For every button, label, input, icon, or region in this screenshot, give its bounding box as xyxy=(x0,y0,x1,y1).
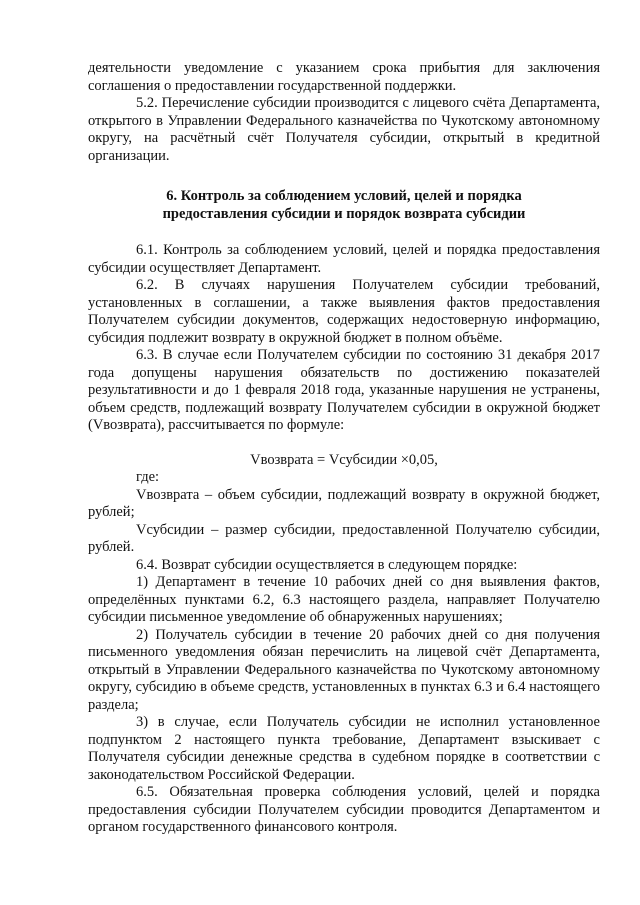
continued-paragraph: деятельности уведомление с указанием срока прибытия для заключения соглашения о предоставлении государственной поддержки. xyxy=(88,60,600,94)
paragraph-5-2: 5.2. Перечисление субсидии производится с лицевого счёта Департамента, открытого в Управлении Федерального казначейства по Чукотскому автономному округу, на расчётный счёт Получателя субсидии, открытый в кредитной организации. xyxy=(88,95,600,164)
formula: Vвозврата = Vсубсидии ×0,05, xyxy=(250,451,438,468)
section-6-heading xyxy=(88,187,600,223)
document-page xyxy=(88,60,600,837)
paragraph-6-1: 6.1. Контроль за соблюдением условий, целей и порядка предоставления субсидии осуществляет Департамент. xyxy=(88,242,600,276)
section-6-heading-line2: предоставления субсидии и порядок возврата субсидии xyxy=(162,206,526,222)
paragraph-6-3: 6.3. В случае если Получателем субсидии по состоянию 31 декабря 2017 года допущены нарушения обязательств по достижению показателей результативности и до 1 февраля 2018 года, указанные нарушения не устранены, объем средств, подлежащий возврату Получателем субсидии в окружной бюджет (Vвозврата), рассчитывается по формуле: xyxy=(88,347,600,433)
paragraph-6-5: 6.5. Обязательная проверка соблюдения условий, целей и порядка предоставления субсидии Получателем субсидии проводится Департаментом и органом государственного финансового контроля. xyxy=(88,784,600,835)
section-6-heading-line1: 6. Контроль за соблюдением условий, целей и порядка xyxy=(166,188,522,204)
paragraph-6-2: 6.2. В случаях нарушения Получателем субсидии требований, установленных в соглашении, а также выявления фактов предоставления Получателем субсидии документов, содержащих недостоверную информацию, субсидия подлежит возврату в окружной бюджет в полном объёме. xyxy=(88,277,600,346)
paragraph-6-4-item-1: 1) Департамент в течение 10 рабочих дней со дня выявления фактов, определённых пунктами 6.2, 6.3 настоящего раздела, направляет Получателю субсидии письменное уведомление об обнаруженных нарушениях; xyxy=(88,574,600,625)
paragraph-6-4: 6.4. Возврат субсидии осуществляется в следующем порядке: xyxy=(136,556,518,573)
definition-subsidii: Vсубсидии – размер субсидии, предоставленной Получателю субсидии, рублей. xyxy=(88,521,600,555)
formula-where: где: xyxy=(136,469,160,485)
paragraph-6-4-item-3: 3) в случае, если Получатель субсидии не исполнил установленное подпунктом 2 настоящего пункта требование, Департамент взыскивает с Получателя субсидии денежные средства в судебном порядке в соответствии с законодательством Российской Федерации. xyxy=(88,714,600,783)
definition-vozvrata: Vвозврата – объем субсидии, подлежащий возврату в окружной бюджет, рублей; xyxy=(88,486,600,520)
paragraph-6-4-item-2: 2) Получатель субсидии в течение 20 рабочих дней со дня получения письменного уведомления обязан перечислить на лицевой счёт Департамента, открытый в Управлении Федерального казначейства по Чукотскому автономному округу, субсидию в объеме средств, установленных в пунктах 6.3 и 6.4 настоящего раздела; xyxy=(88,626,600,713)
